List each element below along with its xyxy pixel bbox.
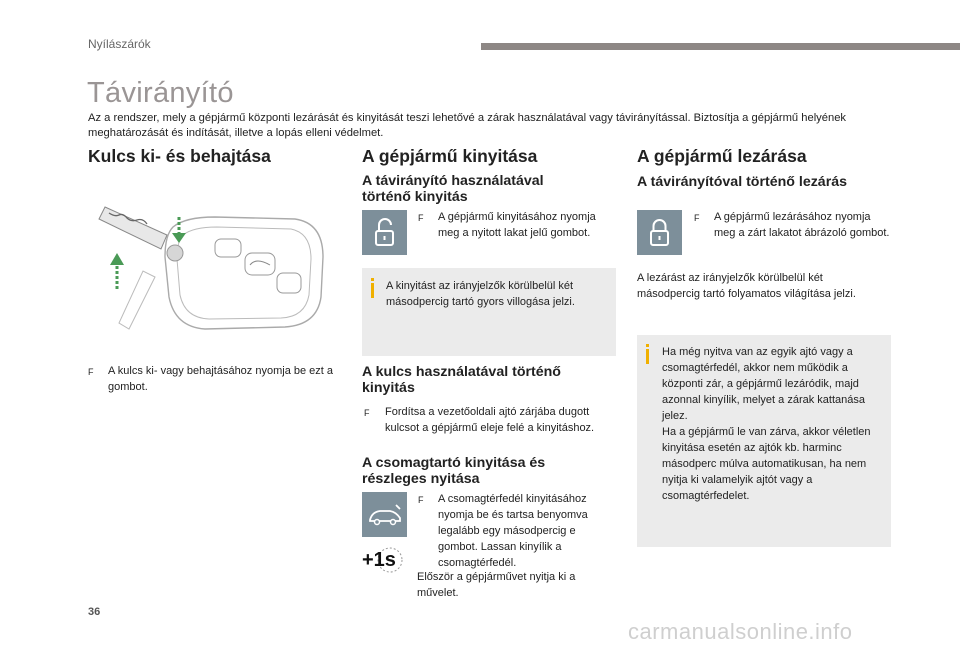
col3-info-p1: Ha még nyitva van az egyik ajtó vagy a csomagtérfedél, akkor nem működik a központi zár, a gépjármű lezáródik, majd azonnal kinyílik, melyet a zárak kattanása jelez. xyxy=(662,346,865,422)
intro-text: Az a rendszer, mely a gépjármű központi lezárását és kinyitását teszi lehetővé a zárak használatával vagy távirányítással. Biztosítja a gépjármű helyének meghatározását és indítását, illetve a lopás elleni védelmet. xyxy=(88,112,847,139)
bullet-marker: F xyxy=(418,213,424,223)
page-number: 36 xyxy=(88,606,101,618)
col2-sub3-instruction: A csomagtérfedél kinyitásához nyomja be és tartsa benyomva legalább egy másodpercig e gombot. Lassan kinyílik a csomagtérfedél. xyxy=(438,493,588,569)
col2-sub3-heading: A csomagtartó kinyitása és részleges nyitása xyxy=(362,455,546,487)
col1-heading: Kulcs ki- és behajtása xyxy=(88,146,271,166)
col1-instruction: A kulcs ki- vagy behajtásához nyomja be ezt a gombot. xyxy=(108,365,334,393)
col2-sub2-heading: A kulcs használatával történő kinyitás xyxy=(362,364,561,396)
bullet-marker: F xyxy=(88,367,94,377)
key-fold-illustration xyxy=(95,197,340,347)
watermark: carmanualsonline.info xyxy=(628,619,853,644)
col3-info-text xyxy=(662,344,888,504)
col2-sub1-instruction: A gépjármű kinyitásához nyomja meg a nyitott lakat jelű gombot. xyxy=(438,211,596,239)
col2-sub1-heading: A távirányító használatával történő kinyitás xyxy=(362,173,544,205)
col3-info-p2: Ha a gépjármű le van zárva, akkor véletlen kinyitása esetén az ajtók kb. harminc másodperc múlva automatikusan, ha nem nyitja ki valamelyik ajtót vagy a csomagtérfedelet. xyxy=(662,426,871,502)
trunk-button-icon xyxy=(362,492,407,537)
bullet-marker: F xyxy=(694,213,700,223)
col3-heading: A gépjármű lezárása xyxy=(637,146,807,166)
col3-sub1-text: A lezárást az irányjelzők körülbelül két másodpercig tartó folyamatos világítása jelzi. xyxy=(637,272,856,300)
col2-sub1-info: A kinyitást az irányjelzők körülbelül két másodpercig tartó gyors villogása jelzi. xyxy=(386,280,575,308)
col3-sub1-instruction: A gépjármű lezárásához nyomja meg a zárt lakatot ábrázoló gombot. xyxy=(714,211,890,239)
info-icon xyxy=(371,283,374,298)
timer-plus1s-icon xyxy=(362,545,407,575)
unlock-button-icon xyxy=(362,210,407,255)
lock-button-icon xyxy=(637,210,682,255)
header-divider-bar xyxy=(481,43,960,50)
col2-sub2-instruction: Fordítsa a vezetőoldali ajtó zárjába dugott kulcsot a gépjármű eleje felé a kinyitáshoz. xyxy=(385,406,595,434)
section-label: Nyílászárók xyxy=(88,37,151,51)
page-title: Távirányító xyxy=(87,77,234,109)
plus1s-label: +1s xyxy=(362,549,396,571)
col3-sub1-heading: A távirányítóval történő lezárás xyxy=(637,174,847,190)
col2-heading: A gépjármű kinyitása xyxy=(362,146,538,166)
bullet-marker: F xyxy=(418,495,424,505)
info-icon xyxy=(646,349,649,364)
bullet-marker: F xyxy=(364,408,370,418)
col2-sub3-note: Először a gépjárművet nyitja ki a művelet. xyxy=(417,571,576,599)
